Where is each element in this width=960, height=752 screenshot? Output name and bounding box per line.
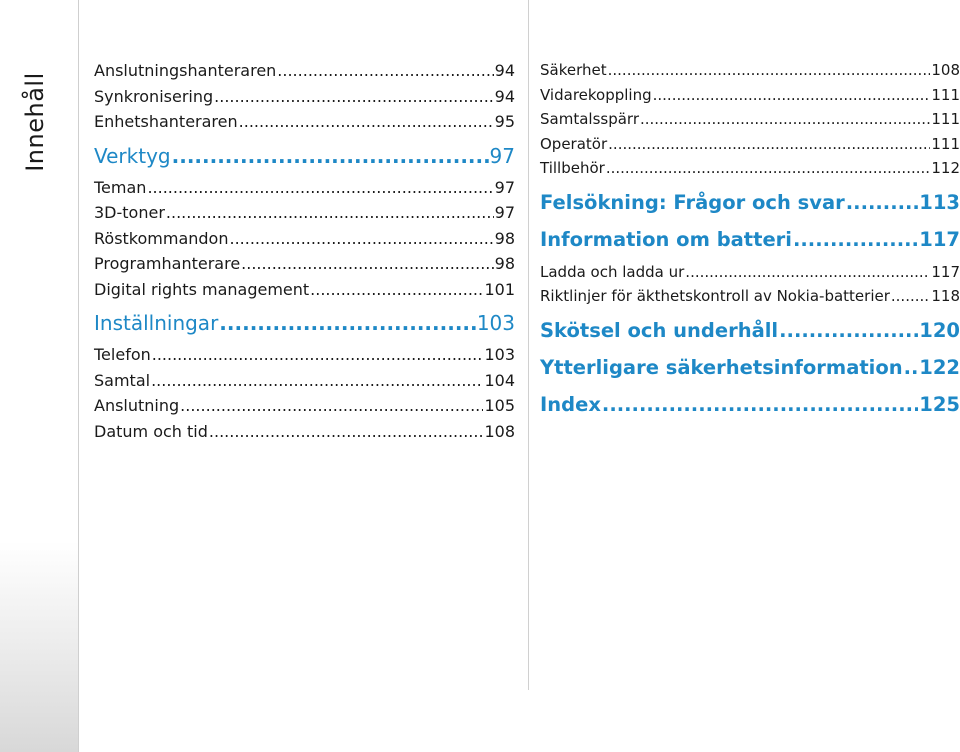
toc-entry[interactable] — [94, 84, 515, 110]
toc-entry[interactable] — [94, 58, 515, 84]
toc-entry-label: Programhanterare — [94, 254, 241, 273]
toc-page-number: 111 — [931, 110, 960, 128]
toc-page-number: 113 — [919, 190, 960, 214]
toc-entry[interactable] — [540, 156, 960, 181]
toc-entry-label: Anslutning — [94, 396, 180, 415]
dot-leader — [209, 419, 484, 445]
toc-entry-label: Datum och tid — [94, 421, 208, 441]
toc-entry-label: Skötsel och underhåll — [540, 318, 779, 342]
toc-entry-label: Vidarekoppling — [540, 85, 652, 104]
toc-section-heading[interactable] — [540, 390, 960, 420]
toc-entry-label: Felsökning: Frågor och svar — [540, 190, 845, 214]
toc-section-heading[interactable] — [540, 188, 960, 218]
toc-entry-label: Index — [540, 392, 601, 416]
toc-page-number: 125 — [919, 392, 960, 416]
toc-entry-label: Riktlinjer för äkthetskontroll av Nokia-batterier — [540, 287, 890, 305]
dot-leader — [241, 251, 493, 277]
dot-leader — [214, 84, 494, 110]
dot-leader — [147, 175, 493, 201]
dot-leader — [846, 188, 919, 218]
toc-page-number: 108 — [931, 61, 960, 79]
dot-leader — [152, 342, 484, 368]
toc-page-number: 103 — [476, 311, 515, 335]
toc-entry-label: Enhetshanteraren — [94, 112, 238, 131]
dot-leader — [608, 58, 931, 83]
toc-page-number: 112 — [931, 159, 960, 177]
toc-page-number: 101 — [484, 279, 515, 299]
toc-page-number: 97 — [494, 177, 515, 197]
toc-entry-label: Anslutningshanteraren — [94, 61, 277, 80]
toc-left-column — [94, 58, 515, 444]
toc-entry-label: Information om batteri — [540, 227, 792, 251]
toc-page-number: 103 — [484, 345, 515, 364]
toc-page-number: 104 — [484, 370, 515, 390]
dot-leader — [793, 225, 918, 255]
dot-leader — [229, 226, 493, 252]
toc-entry-label: Ladda och ladda ur — [540, 262, 685, 281]
toc-page-number: 111 — [931, 85, 960, 104]
toc-entry-label: Operatör — [540, 134, 608, 153]
toc-page-number: 94 — [494, 86, 515, 106]
toc-page-number: 111 — [931, 134, 960, 153]
toc-page-number: 117 — [919, 227, 960, 251]
toc-section-heading[interactable] — [540, 316, 960, 346]
toc-page-number: 98 — [494, 228, 515, 248]
toc-page-number: 98 — [494, 254, 515, 273]
toc-page-number: 122 — [919, 355, 960, 379]
toc-entry-label: Röstkommandon — [94, 228, 229, 248]
toc-entry[interactable] — [540, 260, 960, 285]
toc-entry[interactable] — [94, 200, 515, 226]
dot-leader — [685, 260, 930, 285]
toc-page-number: 97 — [489, 143, 515, 168]
toc-page-number: 95 — [494, 112, 515, 131]
dot-leader — [606, 156, 931, 181]
toc-entry[interactable] — [94, 226, 515, 252]
dot-leader — [891, 284, 930, 309]
dot-leader — [239, 109, 494, 135]
toc-entry[interactable] — [540, 58, 960, 83]
toc-entry-label: 3D-toner — [94, 203, 165, 222]
section-title-text: Innehåll — [21, 72, 49, 172]
dot-leader — [640, 107, 930, 132]
dot-leader — [277, 58, 493, 84]
dot-leader — [219, 307, 476, 339]
toc-entry[interactable] — [94, 342, 515, 368]
toc-page-number: 94 — [494, 61, 515, 80]
toc-entry[interactable] — [94, 251, 515, 277]
toc-entry-label: Verktyg — [94, 143, 171, 168]
toc-entry-label: Synkronisering — [94, 86, 214, 106]
toc-page-number: 120 — [919, 318, 960, 342]
dot-leader — [166, 200, 494, 226]
toc-section-heading[interactable] — [94, 140, 515, 172]
dot-leader — [608, 132, 930, 157]
toc-entry[interactable] — [94, 419, 515, 445]
toc-entry[interactable] — [94, 175, 515, 201]
toc-entry-label: Samtalsspärr — [540, 110, 639, 128]
toc-entry[interactable] — [540, 83, 960, 108]
toc-entry-label: Säkerhet — [540, 61, 607, 79]
section-title — [10, 62, 60, 182]
toc-page-number: 105 — [484, 396, 515, 415]
toc-entry[interactable] — [540, 132, 960, 157]
toc-entry[interactable] — [540, 284, 960, 309]
toc-page-number: 118 — [931, 287, 960, 305]
toc-entry[interactable] — [540, 107, 960, 132]
toc-entry[interactable] — [94, 368, 515, 394]
toc-right-column — [540, 58, 960, 425]
toc-section-heading[interactable] — [540, 353, 960, 383]
dot-leader — [779, 316, 918, 346]
toc-section-heading[interactable] — [540, 225, 960, 255]
toc-entry-label: Tillbehör — [540, 159, 605, 177]
toc-entry-label: Ytterligare säkerhetsinformation — [540, 355, 903, 379]
toc-section-heading[interactable] — [94, 307, 515, 339]
dot-leader — [602, 390, 918, 420]
dot-leader — [904, 353, 919, 383]
toc-entry-label: Digital rights management — [94, 279, 310, 299]
toc-entry[interactable] — [94, 109, 515, 135]
toc-page-number: 97 — [494, 203, 515, 222]
toc-entry-label: Inställningar — [94, 311, 219, 335]
dot-leader — [310, 277, 483, 303]
toc-page-number: 108 — [484, 421, 515, 441]
dot-leader — [172, 140, 489, 172]
column-divider — [528, 0, 529, 690]
toc-entry-label: Teman — [94, 177, 147, 197]
toc-entry[interactable] — [94, 277, 515, 303]
dot-leader — [180, 393, 483, 419]
toc-entry-label: Samtal — [94, 370, 151, 390]
toc-entry[interactable] — [94, 393, 515, 419]
toc-entry-label: Telefon — [94, 345, 151, 364]
toc-page-number: 117 — [931, 262, 960, 281]
dot-leader — [653, 83, 931, 108]
dot-leader — [151, 368, 483, 394]
